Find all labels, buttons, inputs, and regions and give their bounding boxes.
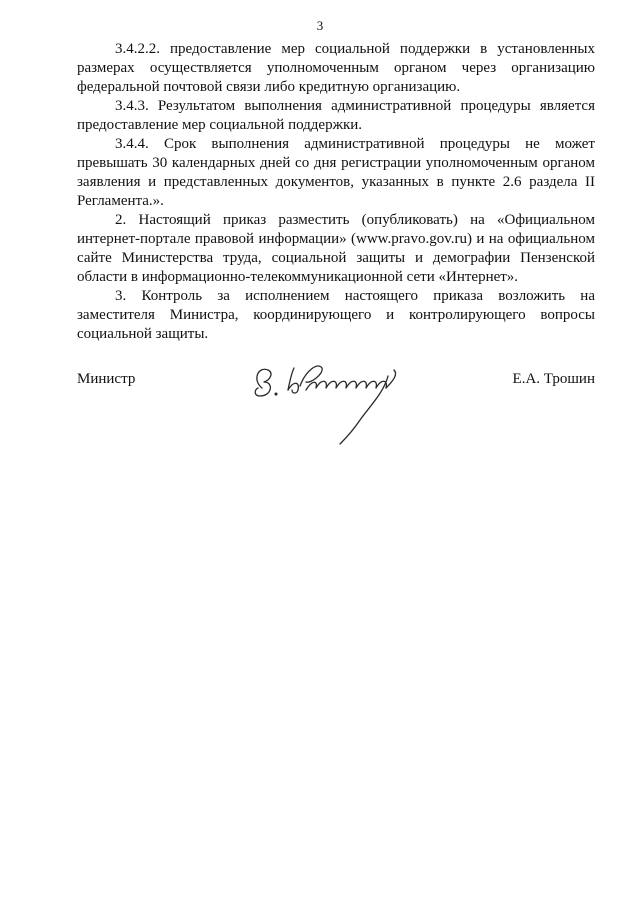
document-body: [77, 40, 595, 344]
paragraph-3-4-3: 3.4.3. Результатом выполнения административной процедуры является предоставление мер социальной поддержки.: [77, 98, 595, 133]
paragraph-3-4-4: 3.4.4. Срок выполнения административной процедуры не может превышать 30 календарных дней со дня регистрации уполномоченным органом заявления и представленных документов, указанных в пункте 2.6 раздела II Регламента.».: [77, 136, 595, 209]
signatory-title: Министр: [77, 371, 136, 387]
paragraph-2-publication: 2. Настоящий приказ разместить (опубликовать) на «Официальном интернет-портале правовой информации» (www.pravo.gov.ru) и на официальном сайте Министерства труда, социальной защиты и демографии Пензенской области в информационно-телекоммуникационной сети «Интернет».: [77, 212, 595, 285]
handwritten-signature: [248, 340, 418, 450]
paragraph-3-4-2-2: 3.4.2.2. предоставление мер социальной поддержки в установленных размерах осуществляется уполномоченным органом через организацию федеральной почтовой связи либо кредитную организацию.: [77, 41, 595, 95]
page-number: 3: [316, 18, 324, 33]
paragraph-3-control: 3. Контроль за исполнением настоящего приказа возложить на заместителя Министра, координирующего и контролирующего вопросы социальной защиты.: [77, 288, 595, 342]
signatory-name: Е.А. Трошин: [512, 371, 595, 387]
